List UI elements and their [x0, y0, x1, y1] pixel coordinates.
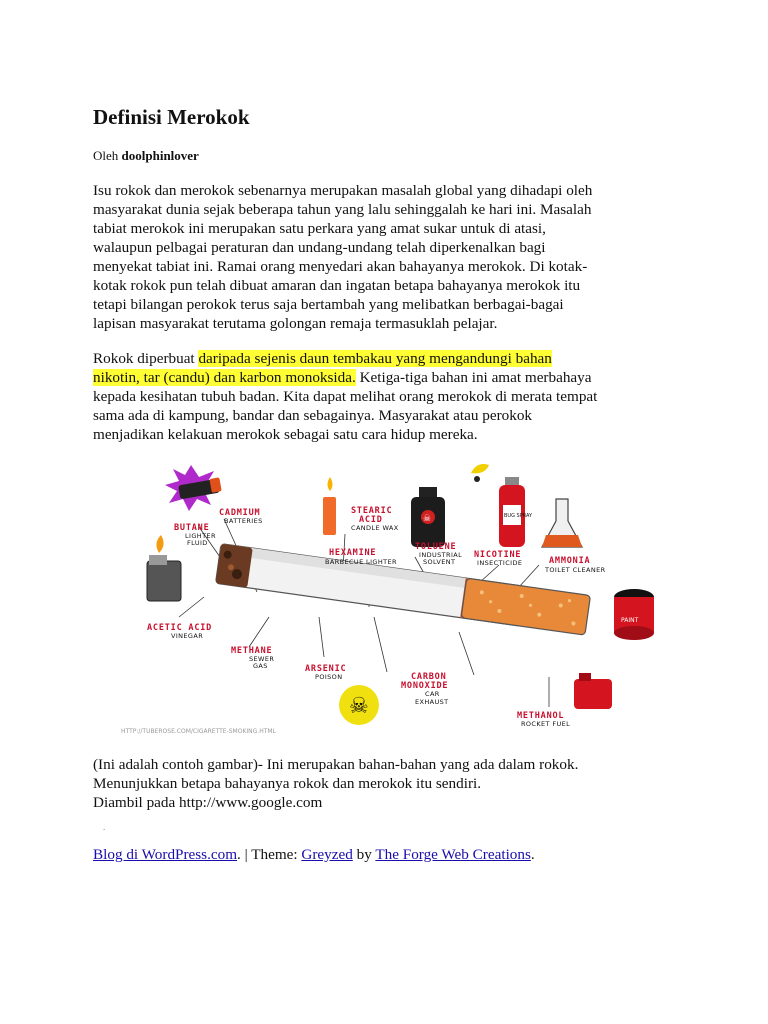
paragraph-line: masyarakat dunia sejak beberapa tahun yang lalu sehinggalah ke hari ini. Masalah	[93, 201, 592, 218]
sublabel-toluene-2: SOLVENT	[423, 558, 456, 566]
label-hexamine: HEXAMINE	[329, 548, 377, 558]
sublabel-methane-1: SEWER	[249, 655, 275, 663]
figure-source-url: HTTP://TUBEROSE.COM/CIGARETTE-SMOKING.HTML	[121, 728, 276, 735]
fuel-can-icon	[574, 673, 612, 709]
bug-spray-label: BUG SPRAY	[504, 513, 533, 519]
paragraph-line: lapisan masyarakat terutama golongan remaja termasuklah pelajar.	[93, 315, 498, 332]
label-stearic-2: ACID	[359, 515, 383, 525]
paint-can-label: PAINT	[621, 617, 639, 624]
label-carbon: CARBON	[411, 672, 447, 682]
label-acetic-acid: ACETIC ACID	[147, 623, 213, 633]
cigarette-ingredients-figure	[119, 457, 679, 737]
sublabel-nicotine: INSECTICIDE	[477, 559, 523, 567]
paragraph-2	[93, 349, 683, 444]
label-nicotine: NICOTINE	[474, 550, 522, 560]
plain-text: Ketiga-tiga bahan ini amat merbahaya	[355, 369, 592, 386]
poison-bottle-icon	[411, 487, 445, 547]
battery-icon	[165, 465, 222, 511]
paragraph-line: sama ada di kampung, bandar dan sebagainya. Masyarakat atau perokok	[93, 407, 533, 424]
caption-line: Diambil pada http://www.google.com	[93, 794, 323, 811]
paragraph-line: menyekat tabiat ini. Ramai orang menyedari akan bahayanya merokok. Di kotak-	[93, 258, 588, 275]
sublabel-butane-2: FLUID	[187, 539, 208, 547]
sublabel-hexamine: BARBECUE LIGHTER	[325, 558, 397, 566]
skull-crossbones-icon	[339, 685, 379, 725]
svg-text:☠: ☠	[349, 694, 369, 719]
paragraph-line: kotak rokok pun telah dibuat amaran dan ingatan betapa bahayanya merokok itu	[93, 277, 581, 294]
label-methanol: METHANOL	[517, 711, 565, 721]
sublabel-acetic-acid: VINEGAR	[171, 632, 204, 640]
plain-text: Rokok diperbuat	[93, 350, 199, 367]
sublabel-methane-2: GAS	[253, 662, 268, 670]
paragraph-line	[93, 349, 683, 368]
page-title: Definisi Merokok	[93, 105, 250, 129]
highlighted-text: daripada sejenis daun tembakau yang mengandungi bahan	[198, 350, 552, 367]
byline-prefix: Oleh	[93, 148, 119, 163]
label-stearic: STEARIC	[351, 506, 393, 516]
paragraph-line: kepada kesihatan tubuh badan. Kita dapat melihat orang merokok di merata tempat	[93, 388, 598, 405]
flask-icon	[542, 499, 582, 547]
caption-line: (Ini adalah contoh gambar)- Ini merupakan bahan-bahan yang ada dalam rokok.	[93, 756, 579, 773]
sublabel-carbon-2: EXHAUST	[415, 698, 449, 706]
lighter-icon	[147, 535, 181, 601]
bug-spray-icon	[471, 464, 533, 547]
cigarette-illustration	[216, 544, 591, 636]
sublabel-methanol: ROCKET FUEL	[521, 720, 571, 728]
svg-text:☠: ☠	[423, 514, 432, 524]
sublabel-stearic: CANDLE WAX	[351, 524, 399, 532]
paragraph-line: walaupun pelbagai peraturan dan undang-undang telah diperkenalkan bagi	[93, 239, 546, 256]
author-name: doolphinlover	[121, 148, 199, 163]
label-cadmium: CADMIUM	[219, 508, 261, 518]
label-toluene: TOLUENE	[415, 542, 457, 552]
label-carbon-2: MONOXIDE	[401, 681, 449, 691]
label-butane: BUTANE	[174, 523, 210, 533]
candle-icon	[323, 477, 336, 535]
sublabel-carbon-1: CAR	[425, 690, 440, 698]
byline	[93, 147, 199, 165]
footer	[93, 845, 535, 864]
sublabel-ammonia: TOILET CLEANER	[545, 566, 606, 574]
paragraph-line: Isu rokok dan merokok sebenarnya merupakan masalah global yang dihadapi oleh	[93, 182, 593, 199]
figure-caption	[93, 755, 578, 812]
label-ammonia: AMMONIA	[549, 556, 591, 566]
sublabel-toluene-1: INDUSTRIAL	[419, 551, 463, 559]
sublabel-arsenic: POISON	[315, 673, 343, 681]
caption-line: Menunjukkan betapa bahayanya rokok dan merokok itu sendiri.	[93, 775, 482, 792]
label-methane: METHANE	[231, 646, 273, 656]
creator-link[interactable]: The Forge Web Creations	[375, 846, 531, 863]
paint-can-icon	[614, 589, 654, 640]
paragraph-line: tetapi bilangan perokok terus saja bertambah yang melibatkan berbagai-bagai	[93, 296, 564, 313]
paragraph-1	[93, 181, 683, 333]
highlighted-text: nikotin, tar (candu) dan karbon monoksida.	[93, 369, 356, 386]
theme-link[interactable]: Greyzed	[301, 846, 353, 863]
paragraph-line: menjadikan kelakuan merokok sebagai satu cara hidup mereka.	[93, 426, 478, 443]
sublabel-cadmium: BATTERIES	[224, 517, 263, 525]
label-arsenic: ARSENIC	[305, 664, 347, 674]
footer-separator: . | Theme:	[237, 846, 302, 863]
sublabel-butane-1: LIGHTER	[185, 532, 216, 540]
footer-separator: by	[352, 846, 376, 863]
footer-end: .	[530, 846, 535, 863]
wordpress-blog-link[interactable]: Blog di WordPress.com	[93, 846, 238, 863]
paragraph-line: tabiat merokok ini merupakan satu perkara yang amat sukar untuk di atasi,	[93, 220, 546, 237]
paragraph-line	[93, 368, 683, 387]
stray-dot: .	[103, 822, 106, 832]
